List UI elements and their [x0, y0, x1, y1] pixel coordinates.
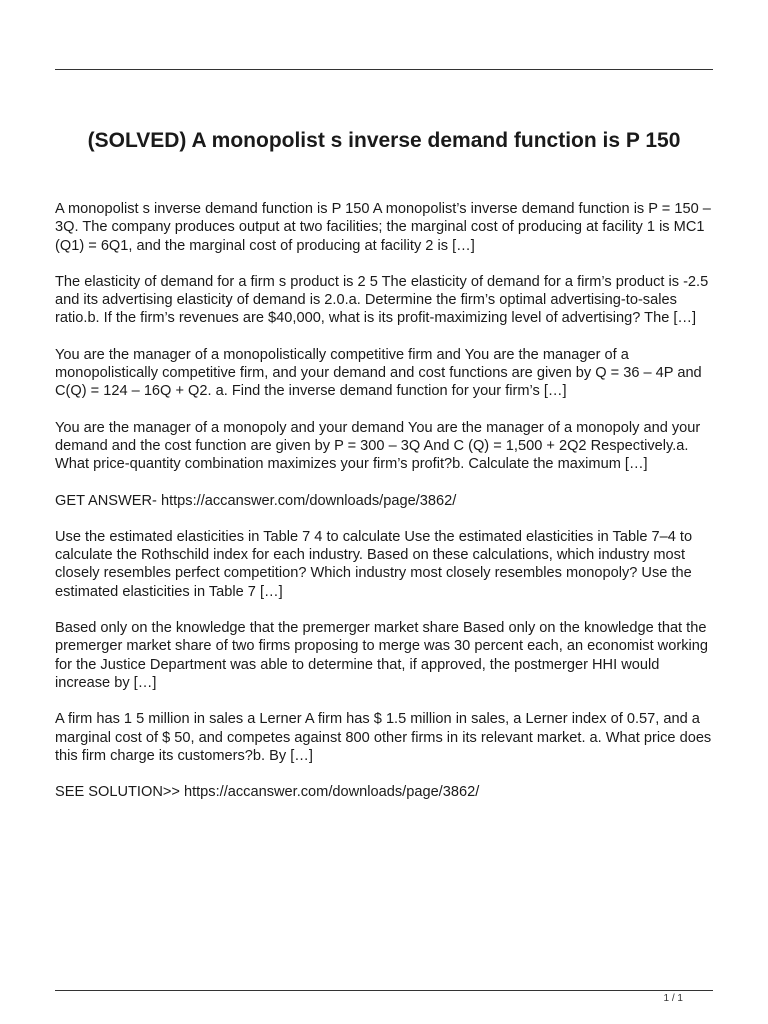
header-divider [55, 69, 713, 70]
paragraph-lerner-index: A firm has 1 5 million in sales a Lerner A firm has $ 1.5 million in sales, a Lerner index of 0.57, and a marginal cost of $ 50, and competes against 800 other firms in its relevant market. a. What price does this firm charge its customers?b. By […] [55, 711, 712, 764]
page-title: (SOLVED) A monopolist s inverse demand function is P 150 [87, 129, 681, 152]
paragraph-monopolist-demand: A monopolist s inverse demand function is P 150 A monopolist’s inverse demand function is P = 150 – 3Q. The company produces output at two facilities; the marginal cost of producing at facility 1 is MC1 (Q1) = 6Q1, and the marginal cost of producing at facility 2 is […] [55, 201, 711, 254]
document-body [55, 200, 717, 819]
paragraph-monopolistic-competition: You are the manager of a monopolistically competitive firm and You are the manager of a monopolistically competitive firm, and your demand and cost functions are given by Q = 36 – 4P and C(Q) = 124 – 16Q + Q2. a. Find the inverse demand function for your firm’s […] [55, 346, 702, 400]
paragraph-elasticity-advertising: The elasticity of demand for a firm s product is 2 5 The elasticity of demand for a firm’s product is -2.5 and its advertising elasticity of demand is 2.0.a. Determine the firm’s optimal advertising-to-sales ratio.b. If the firm’s revenues are $40,000, what is its profit-maximizing level of advertising? The […] [55, 273, 709, 327]
page-number: 1 / 1 [663, 993, 683, 1004]
paragraph-rothschild-index: Use the estimated elasticities in Table 7 4 to calculate Use the estimated elasticities in Table 7–4 to calculate the Rothschild index for each industry. Based on these calculations, which industry most closely resembles perfect competition? Which industry most closely resembles monopoly? Use the estimated elasticities in Table 7 […] [55, 528, 693, 600]
get-answer-link[interactable]: GET ANSWER- https://accanswer.com/downloads/page/3862/ [55, 492, 457, 509]
footer-divider [55, 990, 713, 991]
paragraph-monopoly-manager: You are the manager of a monopoly and your demand You are the manager of a monopoly and your demand and the cost function are given by P = 300 – 3Q And C (Q) = 1,500 + 2Q2 Respectively.a. What price-quantity combination maximizes your firm’s profit?b. Calculate the maximum […] [55, 419, 701, 473]
paragraph-premerger-hhi: Based only on the knowledge that the premerger market share Based only on the knowledge that the premerger market share of two firms proposing to merge was 30 percent each, an economist working for the Justice Department was able to determine that, if approved, the postmerger HHI would increase by […] [55, 620, 708, 691]
see-solution-link[interactable]: SEE SOLUTION>> https://accanswer.com/downloads/page/3862/ [55, 784, 480, 801]
